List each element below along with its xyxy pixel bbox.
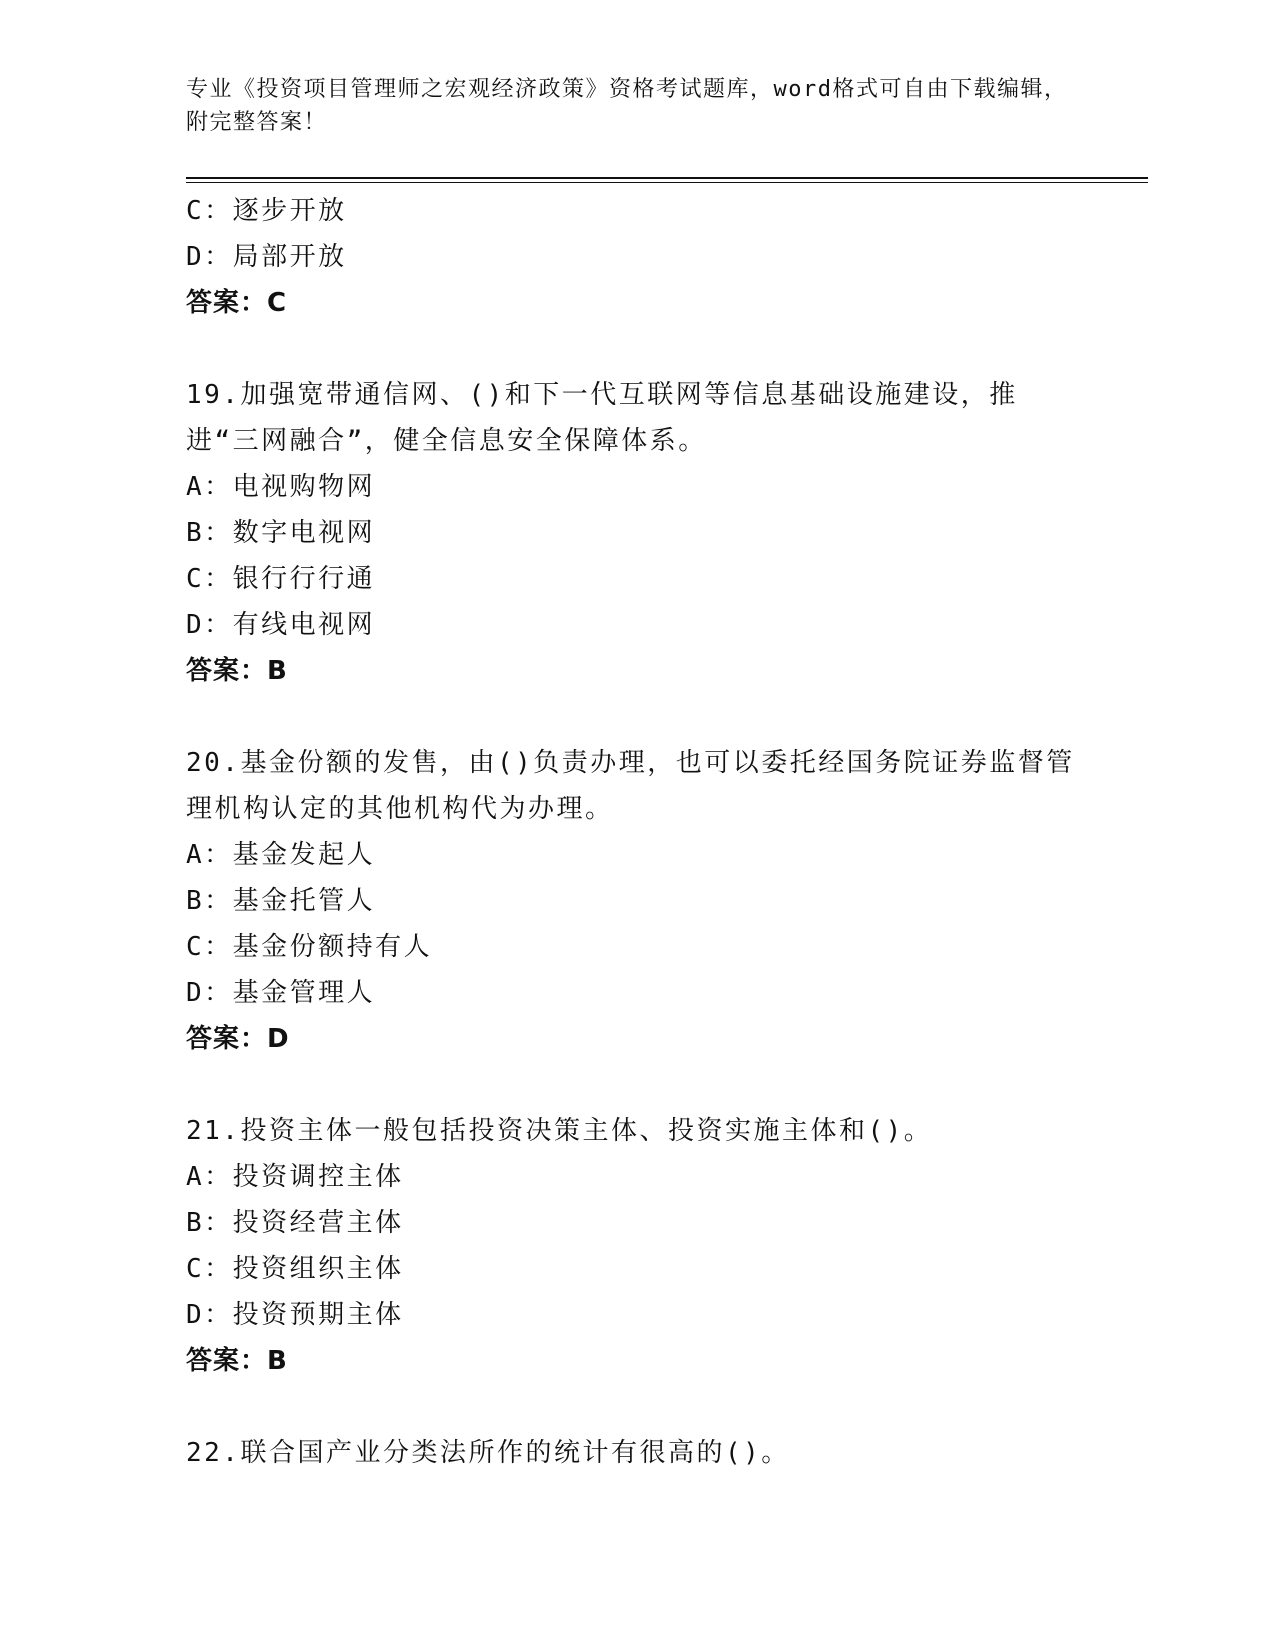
question-19	[186, 372, 1076, 694]
option-b: B：基金托管人	[186, 886, 376, 916]
option-d: D：局部开放	[186, 242, 347, 272]
question-21	[186, 1108, 1076, 1384]
option-b: B：数字电视网	[186, 518, 376, 548]
answer-line: 答案：B	[186, 1346, 288, 1376]
header-divider-thick	[186, 177, 1148, 179]
question-stem: 19.加强宽带通信网、()和下一代互联网等信息基础设施建设，推进“三网融合”，健全信息安全保障体系。	[186, 380, 1018, 456]
question-22	[186, 1430, 1076, 1476]
option-a: A：电视购物网	[186, 472, 376, 502]
option-d: D：投资预期主体	[186, 1300, 404, 1330]
question-stem: 22.联合国产业分类法所作的统计有很高的()。	[186, 1438, 790, 1468]
question-stem: 20.基金份额的发售，由()负责办理，也可以委托经国务院证券监督管理机构认定的其他机构代为办理。	[186, 748, 1075, 824]
option-a: A：基金发起人	[186, 840, 376, 870]
option-a: A：投资调控主体	[186, 1162, 404, 1192]
answer-line: 答案：D	[186, 1024, 290, 1054]
option-d: D：基金管理人	[186, 978, 376, 1008]
option-c: C：投资组织主体	[186, 1254, 404, 1284]
option-d: D：有线电视网	[186, 610, 376, 640]
question-20	[186, 740, 1076, 1062]
header-divider-thin	[186, 182, 1148, 183]
answer-line: 答案：C	[186, 288, 288, 318]
answer-line: 答案：B	[186, 656, 288, 686]
option-c: C：逐步开放	[186, 196, 347, 226]
option-c: C：银行行行通	[186, 564, 376, 594]
option-b: B：投资经营主体	[186, 1208, 404, 1238]
partial-question	[186, 188, 1076, 326]
question-stem: 21.投资主体一般包括投资决策主体、投资实施主体和()。	[186, 1116, 933, 1146]
question-content	[186, 188, 1076, 1476]
option-c: C：基金份额持有人	[186, 932, 433, 962]
document-header: 专业《投资项目管理师之宏观经济政策》资格考试题库，word格式可自由下载编辑，附完整答案！	[186, 77, 1068, 135]
